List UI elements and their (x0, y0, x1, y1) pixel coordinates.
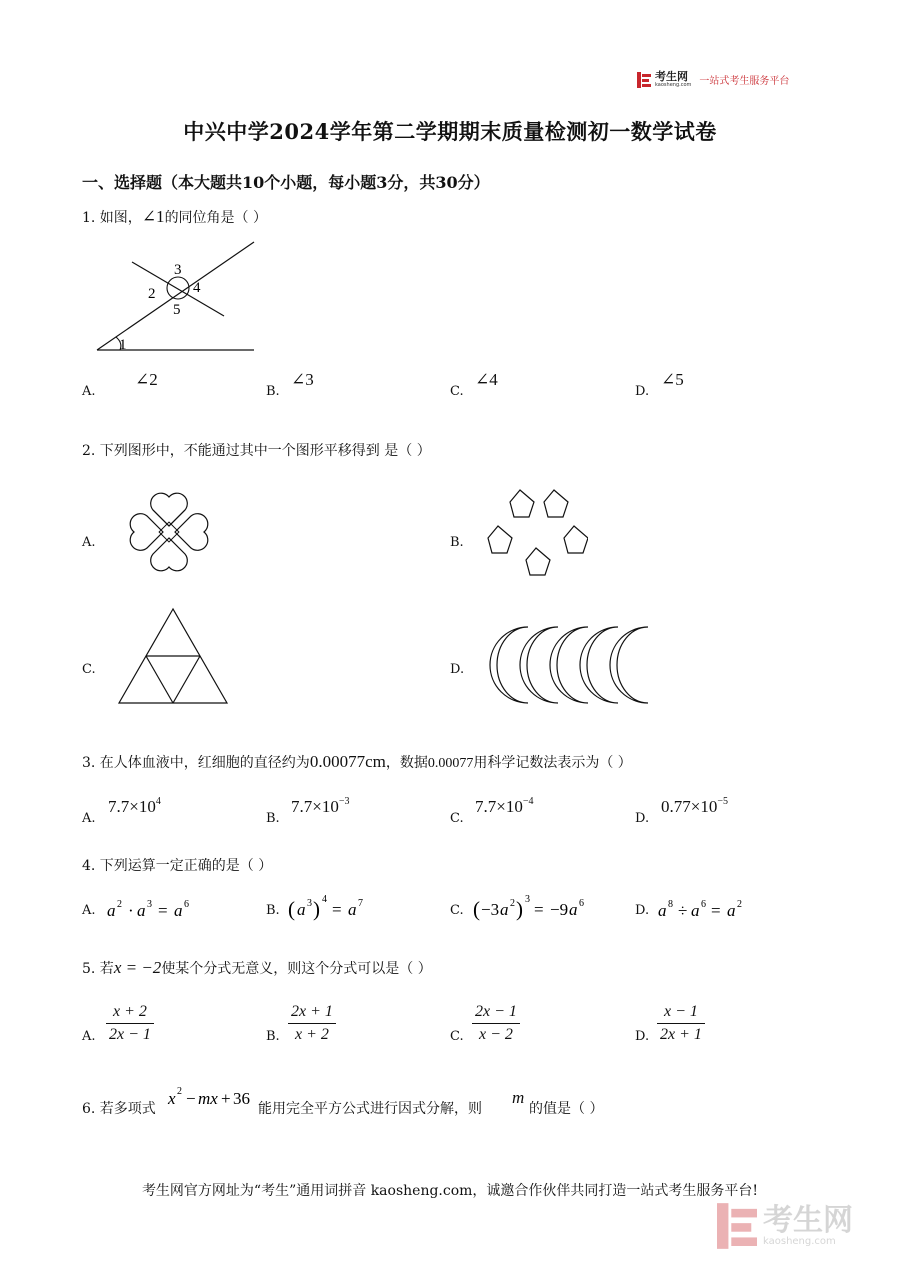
q2-crescents-figure (483, 624, 663, 706)
svg-text:2: 2 (177, 1086, 182, 1097)
q5-d-denominator: 2x + 1 (660, 1026, 702, 1043)
page-title: 中兴中学2024学年第二学期期末质量检测初一数学试卷 (183, 119, 717, 144)
q5-c-denominator: x − 2 (479, 1026, 513, 1043)
watermark-name: 考生网 (763, 1202, 853, 1238)
svg-text:x: x (168, 1089, 176, 1108)
q3-text-post: 用科学记数法表示为（ ） (473, 755, 632, 771)
q6-polynomial (166, 1080, 261, 1112)
q3-value2: 0.00077 (427, 756, 474, 771)
svg-text:a: a (348, 900, 357, 919)
question-6-text-mid: 能用完全平方公式进行因式分解，则 (258, 1101, 482, 1117)
q1-option-b-value: ∠3 (291, 370, 314, 389)
q5-text-pre: 5. 若 (82, 961, 114, 977)
q3-text-mid: ，数据 (385, 755, 428, 771)
q2-option-b-letter[interactable]: B. (450, 535, 464, 550)
q5-d-numerator: x − 1 (657, 1003, 705, 1024)
q5-a-denominator: 2x − 1 (109, 1026, 151, 1043)
q5-option-c-letter[interactable]: C. (450, 1029, 464, 1044)
question-5 (82, 958, 432, 978)
svg-text:6: 6 (184, 899, 189, 910)
q5-option-b-letter[interactable]: B. (266, 1029, 280, 1044)
q4-option-c-formula (470, 890, 600, 924)
svg-text:a: a (137, 901, 146, 920)
watermark (717, 1203, 853, 1249)
logo-text (655, 71, 691, 88)
q2-option-c-letter[interactable]: C. (82, 662, 96, 677)
q6-variable: m (512, 1088, 525, 1107)
svg-text:−: − (186, 1089, 196, 1108)
svg-text:÷: ÷ (678, 901, 688, 920)
q3-option-d-value (661, 797, 728, 817)
svg-text:·: · (128, 901, 134, 920)
svg-text:): ) (516, 897, 523, 921)
svg-text:2: 2 (117, 899, 122, 910)
q1-option-d-letter[interactable]: D. (635, 384, 650, 399)
svg-text:3: 3 (307, 898, 312, 909)
question-6-text-pre: 6. 若多项式 (82, 1101, 156, 1117)
figure-label-2: 2 (148, 286, 156, 302)
q1-text-pre: 1. 如图， (82, 210, 142, 226)
svg-text:2: 2 (737, 899, 742, 910)
q3-d-base: 0.77×10 (661, 797, 718, 816)
q5-option-a-letter[interactable]: A. (82, 1029, 96, 1044)
figure-label-1: 1 (119, 337, 127, 353)
svg-text:a: a (569, 900, 578, 919)
question-6-text-post: 的值是（ ） (529, 1101, 604, 1117)
q5-option-c-fraction (472, 1003, 520, 1044)
q5-option-d-letter[interactable]: D. (635, 1029, 650, 1044)
q4-option-b-formula (285, 890, 375, 924)
q3-option-a-letter[interactable]: A. (82, 811, 96, 826)
q2-triangles-figure (116, 607, 230, 707)
section-heading: 一、选择题（本大题共10个小题，每小题3分，共30分） (82, 173, 490, 192)
q3-option-b-letter[interactable]: B. (266, 811, 280, 826)
svg-text:7: 7 (358, 898, 363, 909)
q5-b-denominator: x + 2 (295, 1026, 329, 1043)
q3-c-base: 7.7×10 (475, 797, 523, 816)
watermark-logo-icon (717, 1203, 757, 1249)
q3-d-exp: −5 (717, 796, 728, 807)
q1-option-d-value: ∠5 (661, 370, 684, 389)
question-4: 4. 下列运算一定正确的是（ ） (82, 858, 273, 874)
svg-text:=: = (158, 901, 168, 920)
svg-text:3: 3 (147, 899, 152, 910)
svg-text:3: 3 (525, 894, 530, 905)
q1-angle-figure (92, 238, 262, 358)
figure-label-3: 3 (174, 262, 182, 278)
q1-option-a-value: ∠2 (135, 370, 158, 389)
svg-text:a: a (658, 901, 667, 920)
svg-text:a: a (174, 901, 183, 920)
q5-c-numerator: 2x − 1 (472, 1003, 520, 1024)
q3-option-d-letter[interactable]: D. (635, 811, 650, 826)
svg-text:4: 4 (322, 894, 327, 905)
svg-text:−3: −3 (481, 900, 500, 919)
q3-b-base: 7.7×10 (291, 797, 339, 816)
question-1 (82, 207, 267, 227)
q3-c-exp: −4 (522, 796, 534, 807)
q2-pentagons-figure (484, 482, 588, 582)
q1-option-c-letter[interactable]: C. (450, 384, 464, 399)
q3-option-c-value (475, 797, 533, 817)
svg-text:a: a (500, 900, 509, 919)
watermark-domain: kaosheng.com (763, 1235, 836, 1247)
q3-value: 0.00077cm (309, 752, 386, 771)
q5-a-numerator: x + 2 (106, 1003, 154, 1024)
q3-a-base: 7.7×10 (108, 797, 156, 816)
svg-text:=: = (534, 900, 544, 919)
kaosheng-logo-icon (637, 72, 651, 88)
svg-text:(: ( (473, 897, 480, 921)
q5-option-b-fraction (288, 1003, 336, 1044)
svg-text:mx: mx (198, 1089, 218, 1108)
q5-option-d-fraction (657, 1003, 705, 1044)
logo-name: 考生网 (655, 70, 688, 83)
q4-option-a-formula (104, 894, 204, 924)
svg-text:a: a (297, 900, 306, 919)
svg-text:a: a (691, 901, 700, 920)
q3-option-a-value (108, 797, 161, 817)
svg-text:6: 6 (579, 898, 584, 909)
svg-text:): ) (313, 897, 320, 921)
header-logo (637, 71, 789, 88)
svg-text:−9: −9 (550, 900, 569, 919)
q3-option-b-value (291, 797, 349, 817)
svg-text:6: 6 (701, 899, 706, 910)
q4-option-a-letter[interactable]: A. (82, 903, 96, 918)
question-3 (82, 752, 632, 772)
q4-option-b-letter[interactable]: B. (266, 903, 280, 918)
q3-b-exp: −3 (338, 796, 350, 807)
question-2: 2. 下列图形中，不能通过其中一个图形平移得到 是（ ） (82, 443, 431, 459)
q5-option-a-fraction (106, 1003, 154, 1044)
figure-label-4: 4 (193, 280, 201, 296)
q2-option-a-letter[interactable]: A. (82, 535, 96, 550)
q2-option-d-letter[interactable]: D. (450, 662, 465, 677)
q1-text-post: 的同位角是（ ） (164, 210, 268, 226)
svg-text:=: = (711, 901, 721, 920)
svg-text:(: ( (288, 897, 295, 921)
q3-text-pre: 3. 在人体血液中，红细胞的直径约为 (82, 755, 310, 771)
q1-angle: ∠1 (141, 207, 165, 226)
q3-a-exp: 4 (155, 796, 161, 807)
q1-option-b-letter[interactable]: B. (266, 384, 280, 399)
q5-b-numerator: 2x + 1 (288, 1003, 336, 1024)
svg-text:+: + (221, 1089, 231, 1108)
svg-text:8: 8 (668, 899, 673, 910)
figure-label-5: 5 (173, 302, 181, 318)
q5-text-post: 使某个分式无意义，则这个分式可以是（ ） (161, 961, 432, 977)
page-footer: 考生网官方网址为“考生”通用词拼音 kaosheng.com，诚邀合作伙伴共同打造一站式考生服务平台! (141, 1183, 759, 1199)
q2-hearts-figure (112, 480, 227, 585)
q4-option-d-formula (655, 894, 755, 924)
q3-option-c-letter[interactable]: C. (450, 811, 464, 826)
q1-option-a-letter[interactable]: A. (82, 384, 96, 399)
svg-text:a: a (727, 901, 736, 920)
q4-option-c-letter[interactable]: C. (450, 903, 464, 918)
q1-option-c-value: ∠4 (475, 370, 498, 389)
logo-slogan: 一站式考生服务平台 (699, 76, 790, 87)
svg-text:a: a (107, 901, 116, 920)
q4-option-d-letter[interactable]: D. (635, 903, 650, 918)
svg-text:2: 2 (510, 898, 515, 909)
logo-domain: kaosheng.com (655, 82, 692, 88)
svg-text:36: 36 (233, 1089, 250, 1108)
svg-text:=: = (332, 900, 342, 919)
q5-expr: x = −2 (113, 958, 162, 977)
